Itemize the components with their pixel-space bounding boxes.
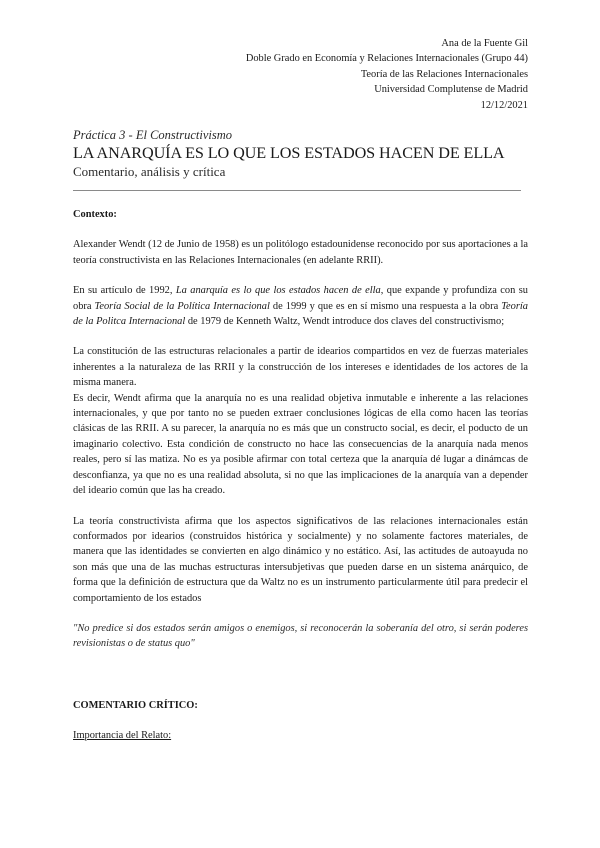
paragraph-constructivist-theory: La teoría constructivista afirma que los aspectos significativos de las relaciones internacionales están conformados por idearios (construidos histórica y socialmente) y no solamente factores materiales, de manera que las identidades se convierten en algo dinámico y no estático. Así, las actitudes de autoayuda no son más que una de las muchas estructuras intersubjetivas que pueden darse en un sistema anárquico, de forma que la definición de estructura que da Waltz no es un instrumento particularmente útil para predecir el comportamiento de los estados (73, 515, 528, 604)
paragraph-wendt-bio: Alexander Wendt (12 de Junio de 1958) es un politólogo estadounidense reconocido por sus aportaciones a la teoría constructivista en las Relaciones Internacionales (en adelante RRII). (73, 239, 528, 266)
article-title: La anarquía es lo que los estados hacen de ella (175, 285, 381, 297)
book-title-wendt: Teoría Social de la Política Internacional (94, 300, 270, 312)
course-name: Teoría de las Relaciones Internacionales (360, 68, 528, 80)
paragraph-article (73, 283, 528, 329)
page-title: LA ANARQUÍA ES LO QUE LOS ESTADOS HACEN DE ELLA (73, 144, 505, 162)
critique-subheading: Importancia del Relato: (73, 730, 172, 742)
author-header (246, 36, 528, 113)
quote: "No predice si dos estados serán amigos o enemigos, si reconocerán la soberanía del otro, si serán poderes revisionistas o de status quo" (73, 622, 528, 650)
document-date: 12/12/2021 (480, 99, 528, 111)
university-name: Universidad Complutense de Madrid (374, 84, 528, 96)
document-body (73, 207, 528, 744)
title-divider (73, 190, 521, 191)
degree-name: Doble Grado en Economía y Relaciones Internacionales (Grupo 44) (245, 53, 528, 65)
author-name: Ana de la Fuente Gil (441, 38, 528, 49)
book-title-waltz: Teoría de la Politca Internacional (73, 300, 528, 328)
page-subtitle: Comentario, análisis y crítica (73, 164, 226, 179)
paragraph-constitution: La constitución de las estructuras relacionales a partir de idearios compartidos en vez de fuerzas materiales inherentes a la naturaleza de las RRII y la construcción de los intereses e identidades de los actores de la misma manera. (73, 346, 528, 389)
critique-heading: COMENTARIO CRÍTICO: (73, 699, 198, 711)
paragraph-article-text-4: de 1979 de Kenneth Waltz, Wendt introduce dos claves del constructivismo; (185, 316, 505, 328)
practice-label: Práctica 3 - El Constructivismo (73, 128, 233, 142)
paragraph-anarchy: Es decir, Wendt afirma que la anarquía no es una realidad objetiva inmutable e inherente a las relaciones internacionales, y que por tanto no se pueden extraer conclusiones lógicas de ella como hacen las teorías clásicas de las RRII. A su parecer, la anarquía no es más que un constructo social, es decir, el poducto de un imaginario colectivo. Esta condición de constructo no hace las consecuencias de la anarquía nada menos reales, pero sí las matiza. No es ya posible afirmar con total certeza que la anarquía dé lugar a dinámcas de desconfianza, ya que no es una realidad absoluta, si no que las implicaciones de la anarquía van a depender del ideario común que las ha creado. (73, 392, 528, 497)
context-heading: Contexto: (73, 209, 117, 220)
paragraph-article-text-1: En su artículo de 1992, (73, 285, 176, 297)
paragraph-article-text-2: , que expande y profundiza con su obra (73, 285, 528, 312)
paragraph-article-text-3: de 1999 y que es en sí mismo una respuesta a la obra (269, 300, 502, 312)
